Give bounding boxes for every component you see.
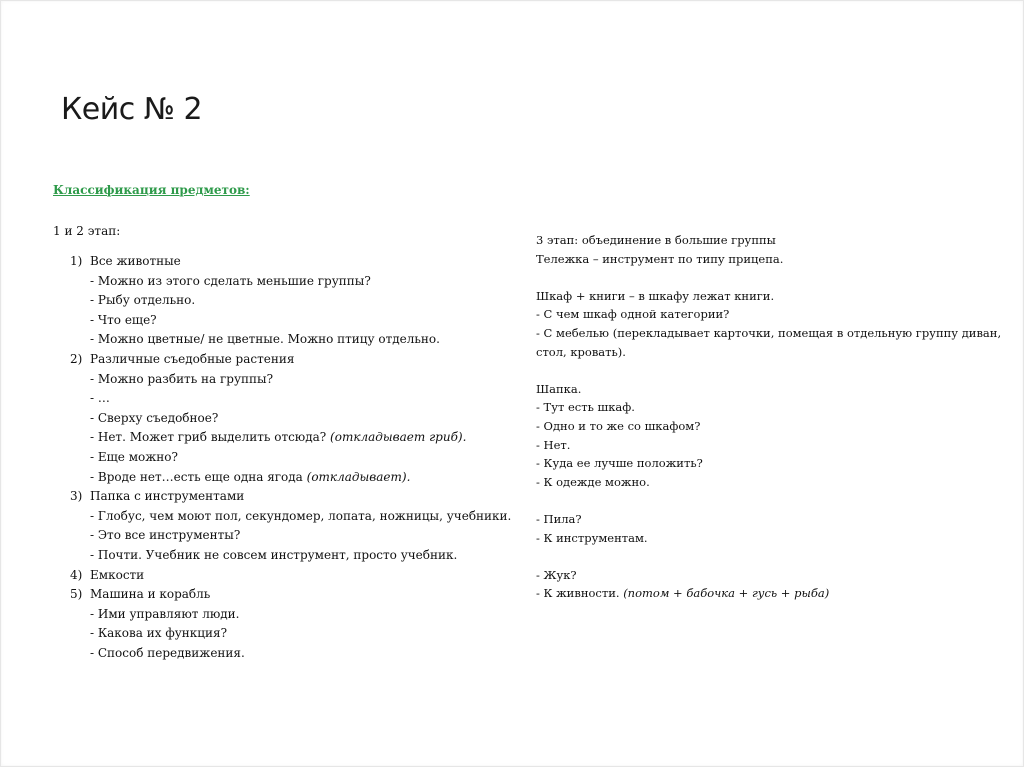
dialogue-text: - Можно цветные/ не цветные. Можно птицу отдельно.: [90, 332, 440, 347]
notes-line: [536, 305, 1018, 324]
dialogue-text: - Нет. Может гриб выделить отсюда?: [90, 430, 331, 445]
dialogue-line: [70, 526, 540, 546]
notes-line: [536, 566, 1018, 585]
list-item-label: Емкости: [90, 567, 145, 582]
list-item: [70, 566, 540, 586]
notes-line: [536, 454, 1018, 473]
list-item-number: 5): [70, 587, 83, 602]
notes-text: Шапка.: [536, 381, 582, 396]
notes-text: - Куда ее лучше положить?: [536, 456, 703, 471]
dialogue-text: - Можно разбить на группы?: [90, 371, 274, 386]
dialogue-line: [70, 330, 540, 350]
notes-line: [536, 287, 1018, 306]
notes-text: - С чем шкаф одной категории?: [536, 307, 730, 322]
notes-text: - Пила?: [536, 511, 582, 526]
dialogue-text: - Почти. Учебник не совсем инструмент, просто учебник.: [90, 547, 458, 562]
dialogue-text: - Еще можно?: [90, 449, 178, 464]
dialogue-line: [70, 370, 540, 390]
dialogue-text: - Можно из этого сделать меньшие группы?: [90, 273, 371, 288]
notes-text: - Нет.: [536, 437, 571, 452]
list-item-label: Папка с инструментами: [90, 489, 245, 504]
list-item-number: 2): [70, 351, 83, 366]
notes-text: Тележка – инструмент по типу прицепа.: [536, 251, 784, 266]
dialogue-text: - Рыбу отдельно.: [90, 293, 196, 308]
blank-line: [536, 268, 1018, 287]
dialogue-line: [70, 389, 540, 409]
dialogue-line: [70, 605, 540, 625]
notes-line: [536, 584, 1018, 603]
notes-text: - Жук?: [536, 567, 577, 582]
notes-text: - С мебелью (перекладывает карточки, помещая в отдельную группу диван,: [536, 325, 1002, 340]
notes-line: [536, 343, 1018, 362]
notes-line: [536, 250, 1018, 269]
blank-line: [536, 547, 1018, 566]
dialogue-line: [70, 624, 540, 644]
list-item-number: 1): [70, 254, 83, 268]
notes-text: - К живности.: [536, 586, 624, 601]
notes-text: - К инструментам.: [536, 530, 648, 545]
notes-text: Шкаф + книги – в шкафу лежат книги.: [536, 288, 775, 303]
notes-line: [536, 436, 1018, 455]
dialogue-text: - Глобус, чем моют пол, секундомер, лопата, ножницы, учебники.: [90, 508, 512, 523]
dialogue-text: - Сверху съедобное?: [90, 410, 219, 425]
list-item-label: Машина и корабль: [90, 587, 211, 602]
dialogue-line: [70, 428, 540, 448]
list-item-number: 4): [70, 567, 83, 582]
notes-line: [536, 380, 1018, 399]
section-heading: Классификация предметов:: [53, 183, 250, 197]
dialogue-text: - Какова их функция?: [90, 626, 228, 641]
dialogue-line: [70, 291, 540, 311]
notes-text: стол, кровать).: [536, 344, 626, 359]
notes-line: [536, 473, 1018, 492]
dialogue-text: - Способ передвижения.: [90, 645, 245, 660]
dialogue-text: - Это все инструменты?: [90, 528, 241, 543]
list-item: [70, 585, 540, 605]
notes-line: [536, 231, 1018, 250]
dialogue-line: [70, 409, 540, 429]
dialogue-line: [70, 546, 540, 566]
blank-line: [536, 361, 1018, 380]
notes-aside: (потом + бабочка + гусь + рыба): [623, 586, 830, 601]
stage-label: 1 и 2 этап:: [53, 224, 121, 238]
dialogue-note: (откладывает гриб).: [330, 430, 467, 445]
dialogue-line: [70, 311, 540, 331]
list-item: [70, 350, 540, 370]
dialogue-line: [70, 507, 540, 527]
notes-text: - Тут есть шкаф.: [536, 400, 635, 415]
dialogue-line: [70, 468, 540, 488]
list-item-number: 3): [70, 489, 83, 504]
notes-line: [536, 510, 1018, 529]
list-item: [70, 252, 540, 272]
stage-3-notes: [536, 231, 1018, 603]
notes-line: [536, 417, 1018, 436]
blank-line: [536, 491, 1018, 510]
dialogue-line: [70, 448, 540, 468]
dialogue-line: [70, 272, 540, 292]
notes-text: 3 этап: объединение в большие группы: [536, 233, 776, 247]
dialogue-text: - Что еще?: [90, 312, 157, 327]
notes-line: [536, 529, 1018, 548]
notes-text: - Одно и то же со шкафом?: [536, 418, 701, 433]
dialogue-line: [70, 644, 540, 664]
classification-list: [70, 252, 540, 663]
dialogue-note: (откладывает).: [306, 469, 411, 484]
notes-text: - К одежде можно.: [536, 474, 650, 489]
notes-line: [536, 398, 1018, 417]
slide-title: Кейс № 2: [61, 92, 203, 127]
dialogue-text: - Ими управляют люди.: [90, 606, 240, 621]
list-item: [70, 487, 540, 507]
notes-line: [536, 324, 1018, 343]
list-item-label: Различные съедобные растения: [90, 351, 295, 366]
dialogue-text: - Вроде нет…есть еще одна ягода: [90, 469, 307, 484]
list-item-label: Все животные: [90, 254, 181, 268]
dialogue-text: - …: [90, 391, 110, 406]
